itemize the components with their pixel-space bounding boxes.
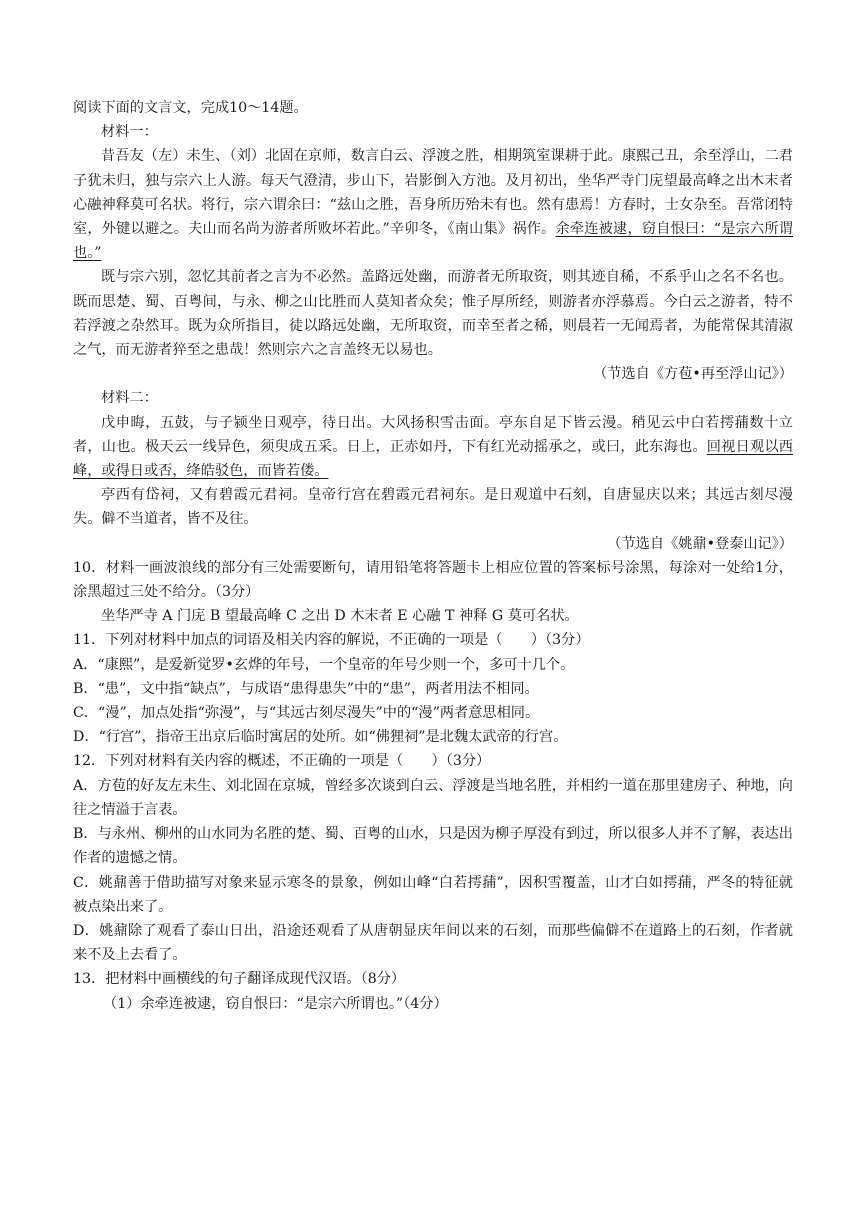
- question-11-option-d: D．“行宫”，指帝王出京后临时寓居的处所。如“佛狸祠”是北魏太武帝的行宫。: [73, 729, 568, 746]
- material-one-para-2: 既与宗六别，忽忆其前者之言为不必然。盖路远处幽，而游者无所取资，则其迹自稀，不系乎山之名不名也。既而思楚、蜀、百粤间，与永、柳之山比胜而人莫知者众矣；惟子厚所经，则游者亦浮慕焉。今白云之游者，特不若浮渡之杂然耳。既为众所指目，徒以路远处幽，无所取资，而幸至者之稀，则晨若一无闻焉者，为能常保其清淑之气，而无游者猝至之患哉！然则宗六之言盖终无以易也。: [73, 269, 793, 359]
- intro: 阅读下面的文言文，完成10～14题。: [73, 100, 308, 116]
- question-13-sub-1: （1）余牵连被逮，窃自恨曰：“是宗六所谓也。”（4分）: [103, 995, 448, 1012]
- material-two-para-1-text: 戊申晦，五鼓，与子颍坐日观亭，待日出。大风扬积雪击面。亭东自足下皆云漫。稍见云中白若摴蒱数十立者，山也。极天云一线异色，须臾成五采。日上，正赤如丹，下有红光动摇承之，或曰，此东海也。: [73, 414, 793, 455]
- question-11-option-c: C．“漫”，加点处指“弥漫”，与“其远古刻尽漫失”中的“漫”两者意思相同。: [73, 705, 540, 722]
- underlined-sentence-1: 余牵连被逮，窃自恨曰：“是宗六所谓也。”: [73, 221, 793, 262]
- question-12-option-c: C．姚鼐善于借助描写对象来显示寒冬的景象，例如山峰“白若摴蒱”，因积雪覆盖，山才白如摴蒱，严冬的特征就被点染出来了。: [73, 874, 793, 915]
- question-11-option-a: A．“康熙”，是爱新觉罗•玄烨的年号，一个皇帝的年号少则一个，多可十几个。: [73, 656, 575, 673]
- exam-page: [73, 96, 793, 1016]
- material-one-heading: 材料一：: [101, 124, 158, 141]
- question-12-option-b: B．与永州、柳州的山水同为名胜的楚、蜀、百粤的山水，只是因为柳子厚没有到过，所以很多人并不了解，表达出作者的遗憾之情。: [73, 826, 793, 867]
- question-10-line: 坐华严寺 A 门庑 B 望最高峰 C 之出 D 木末者 E 心融 T 神释 G 莫可名状。: [101, 608, 579, 625]
- question-12-stem: 12．下列对材料有关内容的概述，不正确的一项是（ ）（3分）: [73, 753, 491, 770]
- question-11-stem: 11．下列对材料中加点的词语及相关内容的解说，不正确的一项是（ ）（3分）: [73, 632, 590, 649]
- material-two-para-2: 亭西有岱祠，又有碧霞元君祠。皇帝行宫在碧霞元君祠东。是日观道中石刻，自唐显庆以来；其远古刻尽漫失。僻不当道者，皆不及往。: [73, 487, 793, 528]
- question-11-option-b: B．“患”，文中指“缺点”，与成语“患得患失”中的“患”，两者用法不相同。: [73, 680, 539, 697]
- material-one-para-1-text: 昔吾友（左）未生、（刘）北固在京师，数言白云、浮渡之胜，相期筑室课耕于此。康熙己丑，余至浮山，二君子犹未归，独与宗六上人游。每天气澄清，步山下，岩影倒入方池。及月初出，坐华严寺门庑望最高峰之出木末者心融神释莫可名状。将行，宗六谓余曰：“兹山之胜，吾身所历殆未有也。然有患焉！方春时，士女杂至。吾常闭特室，外键以避之。夫山而名尚为游者所败坏若此。”辛卯冬，《南山集》祸作。: [73, 148, 793, 238]
- material-two-para-1: [73, 411, 793, 484]
- question-10-stem: 10．材料一画波浪线的部分有三处需要断句，请用铅笔将答题卡上相应位置的答案标号涂黑，每涂对一处给1分，涂黑超过三处不给分。（3分）: [73, 559, 793, 601]
- material-two-heading: 材料二：: [101, 390, 158, 407]
- material-one-source: （节选自《方苞•再至浮山记》）: [593, 366, 793, 383]
- underlined-sentence-2: 回视日观以西峰，或得日或否，绛皓驳色，而皆若偻。: [73, 438, 793, 480]
- question-12-option-a: A．方苞的好友左未生、刘北固在京城，曾经多次谈到白云、浮渡是当地名胜，并相约一道在那里建房子、种地，向往之情溢于言表。: [73, 777, 793, 818]
- material-two-source: （节选自《姚鼐•登泰山记》）: [607, 535, 793, 552]
- material-one-para-1: [73, 144, 793, 265]
- question-13-stem: 13．把材料中画横线的句子翻译成现代汉语。（8分）: [73, 971, 406, 988]
- question-12-option-d: D．姚鼐除了观看了泰山日出，沿途还观看了从唐朝显庆年间以来的石刻，而那些偏僻不在道路上的石刻，作者就来不及上去看了。: [73, 922, 793, 964]
